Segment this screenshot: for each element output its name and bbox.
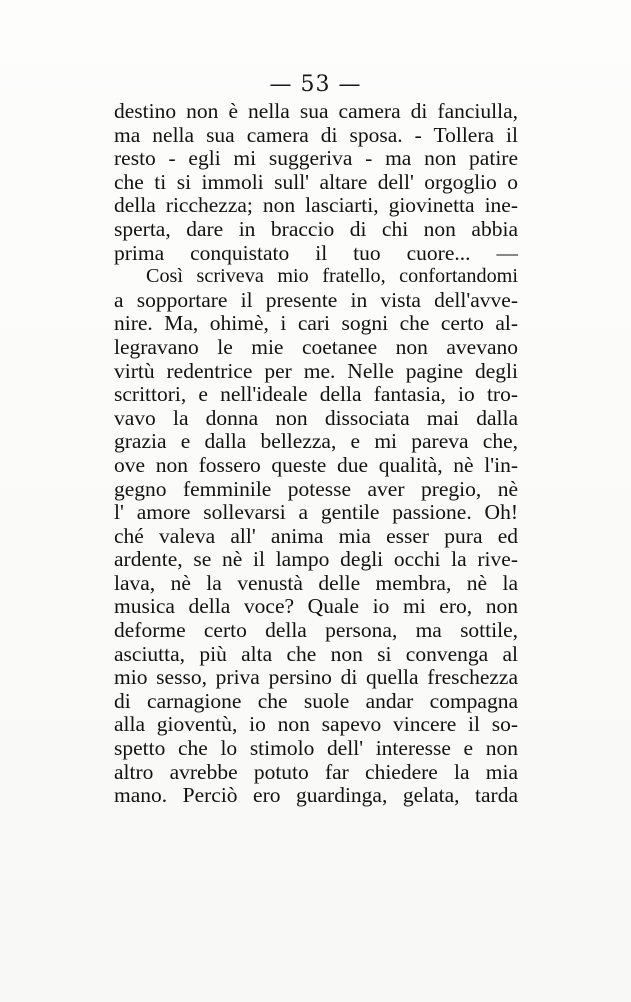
text-line: della ricchezza; non lasciarti, giovinetta ine- [114,193,518,218]
text-line: destino non è nella sua camera di fanciulla, [114,99,518,123]
text-line: alla gioventù, io non sapevo vincere il so- [114,712,518,737]
text-line: legravano le mie coetanee non avevano [114,334,518,359]
text-line: ché valeva all' anima mia esser pura ed [114,523,518,548]
text-line: musica della voce? Quale io mi ero, non [114,594,518,619]
text-line: altro avrebbe potuto far chiedere la mia [114,759,518,784]
text-line: prima conquistato il tuo cuore... — [114,240,518,265]
text-line: grazia e dalla bellezza, e mi pareva che, [114,429,518,454]
text-line: l' amore sollevarsi a gentile passione. Oh! [114,500,518,525]
text-line: di carnagione che suole andar compagna [114,688,518,713]
text-line: ardente, se nè il lampo degli occhi la rive- [114,547,518,572]
text-line: ove non fossero queste due qualità, nè l'in- [114,452,518,477]
text-line: deforme certo della persona, ma sottile, [114,618,518,643]
text-line: Così scriveva mio fratello, confortandomi [146,265,518,288]
text-line: nire. Ma, ohimè, i cari sogni che certo al- [114,311,518,336]
text-line: asciutta, più alta che non si convenga al [114,641,518,666]
text-line: ma nella sua camera di sposa. - Tollera il [114,122,518,147]
text-line: a sopportare il presente in vista dell'avve- [114,287,518,312]
text-line: scrittori, e nell'ideale della fantasia, io tro- [114,382,518,407]
text-line: spetto che lo stimolo dell' interesse e non [114,736,518,761]
text-line: gegno femminile potesse aver pregio, nè [114,476,518,501]
text-line: mio sesso, priva persino di quella freschezza [114,665,518,690]
body-text [114,100,518,808]
page-number: — 53 — [269,72,362,97]
text-line: resto - egli mi suggeriva - ma non patire [114,146,518,171]
text-line: lava, nè la venustà delle membra, nè la [114,570,518,595]
text-line: sperta, dare in braccio di chi non abbia [114,216,518,241]
text-line: mano. Perciò ero guardinga, gelata, tarda [114,783,518,808]
text-line: vavo la donna non dissociata mai dalla [114,405,518,430]
text-line: che ti si immoli sull' altare dell' orgoglio o [114,169,518,194]
text-line: virtù redentrice per me. Nelle pagine degli [114,358,518,383]
